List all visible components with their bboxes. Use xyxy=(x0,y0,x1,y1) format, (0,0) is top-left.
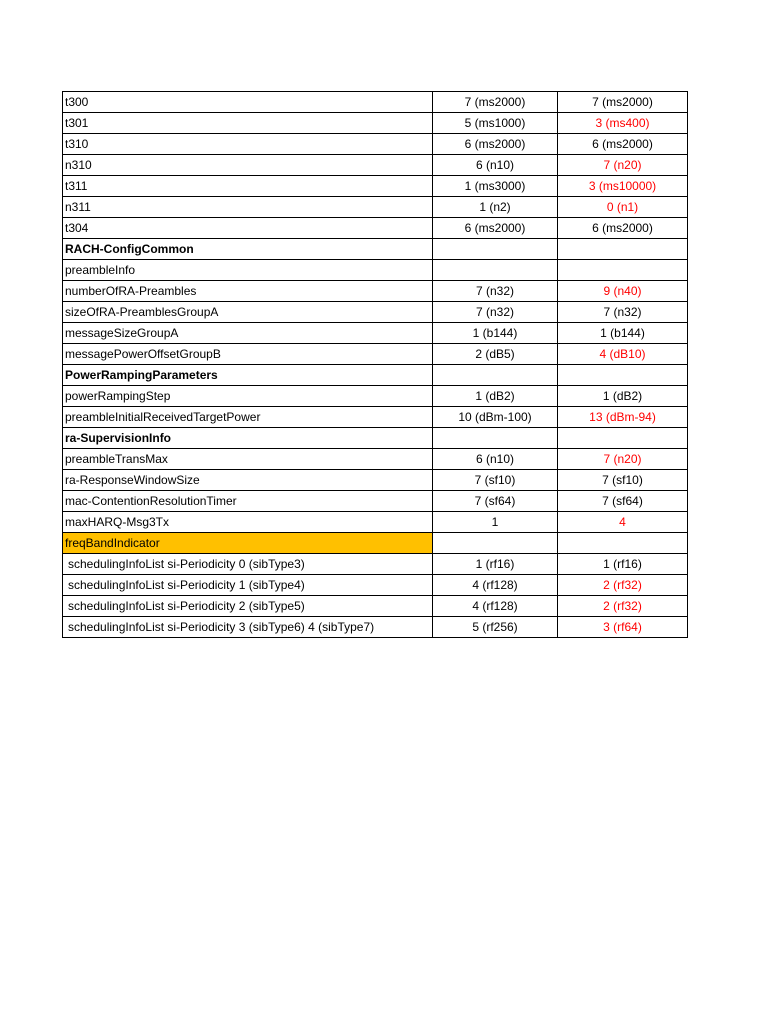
table-row xyxy=(63,323,688,344)
table-row xyxy=(63,533,688,554)
section-header-cell: RACH-ConfigCommon xyxy=(63,239,433,260)
table-row xyxy=(63,386,688,407)
table-row xyxy=(63,113,688,134)
default-value-cell: 6 (n10) xyxy=(433,155,558,176)
table-row xyxy=(63,197,688,218)
new-value-cell xyxy=(558,365,688,386)
table-row xyxy=(63,218,688,239)
changed-value-cell: 4 (dB10) xyxy=(558,344,688,365)
new-value-cell: 7 (ms2000) xyxy=(558,92,688,113)
section-header-cell: ra-SupervisionInfo xyxy=(63,428,433,449)
default-value-cell: 7 (sf64) xyxy=(433,491,558,512)
default-value-cell: 1 xyxy=(433,512,558,533)
new-value-cell: 7 (n32) xyxy=(558,302,688,323)
changed-value-cell: 2 (rf32) xyxy=(558,575,688,596)
table-row xyxy=(63,155,688,176)
default-value-cell xyxy=(433,260,558,281)
changed-value-cell: 4 xyxy=(558,512,688,533)
parameter-name-cell: t301 xyxy=(63,113,433,134)
parameter-name-cell: t311 xyxy=(63,176,433,197)
default-value-cell: 7 (n32) xyxy=(433,281,558,302)
table-row xyxy=(63,365,688,386)
default-value-cell: 1 (n2) xyxy=(433,197,558,218)
default-value-cell: 1 (rf16) xyxy=(433,554,558,575)
parameter-name-cell: numberOfRA-Preambles xyxy=(63,281,433,302)
default-value-cell xyxy=(433,365,558,386)
default-value-cell: 1 (b144) xyxy=(433,323,558,344)
parameter-table xyxy=(62,91,688,638)
new-value-cell: 7 (sf10) xyxy=(558,470,688,491)
default-value-cell: 1 (ms3000) xyxy=(433,176,558,197)
parameter-name-cell: messageSizeGroupA xyxy=(63,323,433,344)
table-row xyxy=(63,512,688,533)
table-row xyxy=(63,239,688,260)
parameter-name-cell: preambleInitialReceivedTargetPower xyxy=(63,407,433,428)
default-value-cell: 4 (rf128) xyxy=(433,596,558,617)
parameter-name-cell: n310 xyxy=(63,155,433,176)
changed-value-cell: 3 (ms10000) xyxy=(558,176,688,197)
default-value-cell: 6 (ms2000) xyxy=(433,134,558,155)
table-row xyxy=(63,344,688,365)
changed-value-cell: 7 (n20) xyxy=(558,155,688,176)
default-value-cell: 6 (ms2000) xyxy=(433,218,558,239)
new-value-cell: 7 (sf64) xyxy=(558,491,688,512)
table-row xyxy=(63,575,688,596)
table-row xyxy=(63,428,688,449)
parameter-name-cell: t310 xyxy=(63,134,433,155)
parameter-name-cell: ra-ResponseWindowSize xyxy=(63,470,433,491)
parameter-name-cell: powerRampingStep xyxy=(63,386,433,407)
default-value-cell: 2 (dB5) xyxy=(433,344,558,365)
changed-value-cell: 3 (ms400) xyxy=(558,113,688,134)
parameter-name-cell: n311 xyxy=(63,197,433,218)
parameter-name-cell: t300 xyxy=(63,92,433,113)
new-value-cell: 6 (ms2000) xyxy=(558,134,688,155)
table-row xyxy=(63,302,688,323)
default-value-cell: 10 (dBm-100) xyxy=(433,407,558,428)
new-value-cell xyxy=(558,533,688,554)
default-value-cell xyxy=(433,533,558,554)
table-row xyxy=(63,617,688,638)
changed-value-cell: 2 (rf32) xyxy=(558,596,688,617)
default-value-cell: 6 (n10) xyxy=(433,449,558,470)
new-value-cell xyxy=(558,428,688,449)
parameter-name-cell: freqBandIndicator xyxy=(63,533,433,554)
table-row xyxy=(63,407,688,428)
new-value-cell: 1 (dB2) xyxy=(558,386,688,407)
new-value-cell: 1 (b144) xyxy=(558,323,688,344)
default-value-cell: 1 (dB2) xyxy=(433,386,558,407)
default-value-cell: 7 (ms2000) xyxy=(433,92,558,113)
table-row xyxy=(63,470,688,491)
parameter-name-cell: schedulingInfoList si-Periodicity 2 (sibType5) xyxy=(63,596,433,617)
changed-value-cell: 3 (rf64) xyxy=(558,617,688,638)
table-row xyxy=(63,449,688,470)
parameter-name-cell: schedulingInfoList si-Periodicity 1 (sibType4) xyxy=(63,575,433,596)
default-value-cell: 5 (ms1000) xyxy=(433,113,558,134)
parameter-name-cell: t304 xyxy=(63,218,433,239)
table-row xyxy=(63,554,688,575)
table-row xyxy=(63,491,688,512)
table-row xyxy=(63,281,688,302)
default-value-cell xyxy=(433,239,558,260)
parameter-name-cell: schedulingInfoList si-Periodicity 3 (sibType6) 4 (sibType7) xyxy=(63,617,433,638)
parameter-name-cell: preambleInfo xyxy=(63,260,433,281)
changed-value-cell: 9 (n40) xyxy=(558,281,688,302)
changed-value-cell: 13 (dBm-94) xyxy=(558,407,688,428)
parameter-name-cell: mac-ContentionResolutionTimer xyxy=(63,491,433,512)
table-row xyxy=(63,596,688,617)
new-value-cell xyxy=(558,239,688,260)
new-value-cell: 6 (ms2000) xyxy=(558,218,688,239)
parameter-name-cell: sizeOfRA-PreamblesGroupA xyxy=(63,302,433,323)
parameter-name-cell: preambleTransMax xyxy=(63,449,433,470)
new-value-cell xyxy=(558,260,688,281)
default-value-cell xyxy=(433,428,558,449)
table-row xyxy=(63,92,688,113)
new-value-cell: 1 (rf16) xyxy=(558,554,688,575)
parameter-name-cell: maxHARQ-Msg3Tx xyxy=(63,512,433,533)
default-value-cell: 7 (n32) xyxy=(433,302,558,323)
table-row xyxy=(63,134,688,155)
table-row xyxy=(63,260,688,281)
changed-value-cell: 7 (n20) xyxy=(558,449,688,470)
parameter-name-cell: schedulingInfoList si-Periodicity 0 (sibType3) xyxy=(63,554,433,575)
default-value-cell: 4 (rf128) xyxy=(433,575,558,596)
section-header-cell: PowerRampingParameters xyxy=(63,365,433,386)
table-row xyxy=(63,176,688,197)
default-value-cell: 5 (rf256) xyxy=(433,617,558,638)
default-value-cell: 7 (sf10) xyxy=(433,470,558,491)
parameter-name-cell: messagePowerOffsetGroupB xyxy=(63,344,433,365)
parameter-table-body xyxy=(63,92,688,638)
changed-value-cell: 0 (n1) xyxy=(558,197,688,218)
